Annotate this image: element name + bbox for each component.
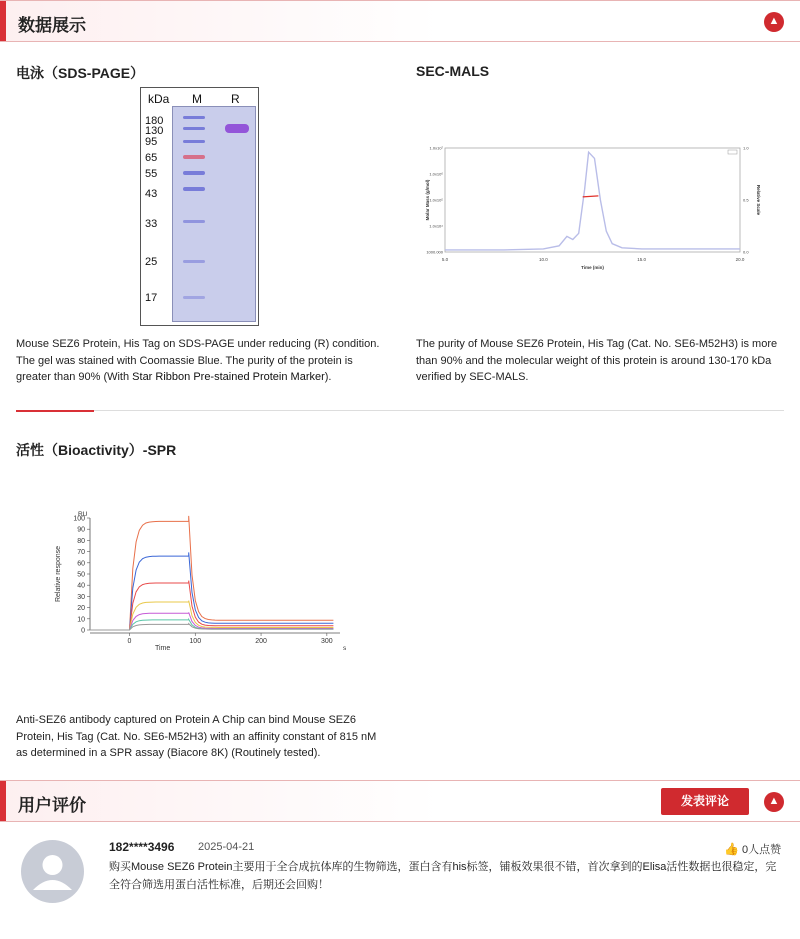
sec-description: The purity of Mouse SEZ6 Protein, His Tag (Cat. No. SE6-M52H3) is more than 90% and the molecular weight of this protein is around 130-170 kDa verified by SEC-MALS.	[416, 338, 778, 383]
y-axis-label: Relative response	[55, 545, 62, 603]
x-tick-label: 15.0	[637, 257, 647, 262]
y-tick-label: 1.0x10⁷	[429, 145, 443, 151]
gel-lane-m-label: M	[192, 92, 202, 106]
x-tick-label: 10.0	[538, 257, 548, 262]
x-tick-label: 300	[320, 638, 333, 645]
y-tick-label: 80	[77, 537, 85, 545]
marker-label: 33	[145, 218, 158, 230]
sds-description	[16, 336, 381, 386]
y-tick-label: 1.0x10⁵	[429, 197, 443, 203]
section-accent	[0, 1, 6, 41]
y-tick-label: 90	[77, 526, 85, 534]
marker-label: 25	[145, 256, 158, 268]
y2-tick-label: 0.0	[743, 249, 749, 255]
plot-frame	[445, 148, 740, 252]
y-tick-label: 1.0x10⁶	[429, 171, 443, 177]
section-accent	[0, 781, 6, 821]
sec-heading: SEC-MALS	[416, 63, 490, 79]
marker-label: 95	[145, 136, 158, 148]
spr-heading: 活性（Bioactivity）-SPR	[16, 442, 177, 458]
section-title: 用户评价	[18, 796, 86, 815]
section-title: 数据展示	[18, 16, 86, 35]
marker-label: 43	[145, 188, 158, 200]
review-date: 2025-04-21	[198, 841, 255, 853]
y-tick-label: 30	[77, 593, 85, 601]
y-tick-label: 50	[77, 571, 85, 579]
spr-series-line	[90, 516, 333, 630]
user-silhouette-icon	[21, 840, 84, 903]
x-tick-label: 100	[189, 638, 202, 645]
y-tick-label: 20	[77, 605, 85, 613]
y2-tick-label: 1.0	[743, 145, 749, 151]
spr-chart	[48, 506, 358, 658]
spr-description: Anti-SEZ6 antibody captured on Protein A Chip can bind Mouse SEZ6 Protein, His Tag (Cat. No. SE6-M52H3) with an affinity constant of 815 nM as determined in a SPR assay (Biacore 8K) (Routinely tested).	[16, 714, 377, 759]
like-count: 0人点赞	[742, 844, 782, 856]
y-tick-label: 10	[77, 616, 85, 624]
y-tick-label: 40	[77, 582, 85, 590]
marker-label: 65	[145, 152, 158, 164]
spr-series-line	[90, 552, 333, 630]
y2-axis-label: Relative Scale	[756, 184, 761, 216]
gel-lane-r-label: R	[231, 92, 240, 106]
spr-series-line	[90, 624, 333, 630]
data-section-header	[0, 0, 800, 42]
y-tick-label: 1000.000	[426, 249, 443, 255]
x-tick-label: 5.0	[441, 257, 449, 262]
user-avatar	[21, 840, 84, 903]
y-tick-label: 70	[77, 549, 85, 557]
y-tick-label: 100	[73, 515, 85, 523]
y-axis-label: Molar Mass (g/mol)	[425, 179, 430, 221]
y-tick-label: 1.0x10⁴	[429, 223, 443, 229]
sds-desc-text: Mouse SEZ6 Protein, His Tag on SDS-PAGE under reducing (R) condition. The gel was stained with Coomassie Blue. The purity of the protein is greater than 90% (With	[16, 338, 380, 383]
section-divider	[16, 410, 784, 411]
like-control[interactable]	[724, 841, 781, 857]
x-tick-label: 200	[255, 638, 267, 645]
y2-tick-label: 0.5	[743, 197, 749, 203]
review-text: 购买Mouse SEZ6 Protein主要用于全合成抗体库的生物筛选，蛋白含有his标签，铺板效果很不错，首次拿到的Elisa活性数据也很稳定，完全符合筛选用蛋白活性标准，后期还会回购！	[109, 861, 777, 891]
x-tick-label: 20.0	[735, 257, 745, 262]
gel-bands	[173, 107, 257, 323]
x-axis-label: Time	[154, 645, 171, 652]
x-tick-label: 0	[127, 638, 132, 645]
sds-heading: 电泳（SDS-PAGE）	[16, 65, 145, 81]
sec-mals-chart	[420, 140, 770, 270]
spr-series-line	[90, 581, 333, 630]
marker-label: 55	[145, 168, 158, 180]
marker-label: 17	[145, 292, 158, 304]
gel-kda-label: kDa	[148, 92, 170, 106]
collapse-up-icon[interactable]: ▲	[764, 12, 784, 32]
marker-label: 130	[145, 125, 164, 137]
sds-desc-end: ).	[324, 371, 332, 383]
y-tick-label: 0	[81, 627, 85, 635]
y-tick-label: 60	[77, 560, 85, 568]
x-axis-label: Time (min)	[581, 265, 604, 270]
post-review-button[interactable]: 发表评论	[661, 788, 749, 815]
x-unit-label: s	[343, 645, 347, 652]
marker-link[interactable]: Star Ribbon Pre-stained Protein Marker	[132, 371, 325, 383]
review-username: 182****3496	[109, 840, 175, 854]
collapse-up-icon[interactable]: ▲	[764, 792, 784, 812]
marker-label: 180	[145, 115, 164, 127]
sds-gel-image	[140, 87, 259, 326]
thumbs-up-icon[interactable]: 👍	[724, 842, 739, 856]
gel-lanes	[172, 106, 256, 322]
y-unit-label: RU	[78, 511, 88, 518]
